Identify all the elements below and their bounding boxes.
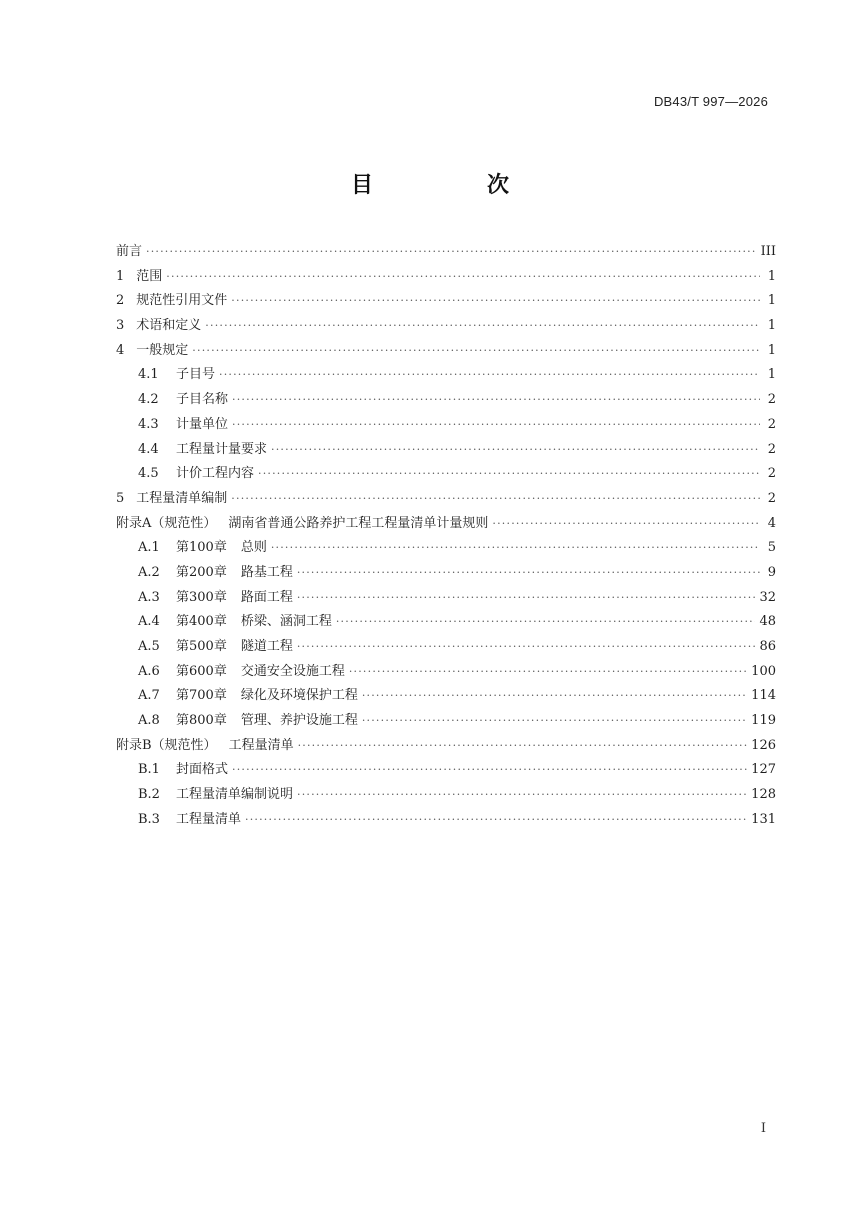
- toc-entry-label: [138, 413, 228, 432]
- toc-entry-number: 4: [116, 342, 125, 358]
- toc-entry-title: 绿化及环境保护工程: [240, 688, 358, 704]
- toc-entry[interactable]: [116, 758, 776, 783]
- toc-entry-label: [138, 363, 215, 382]
- toc-entry[interactable]: [116, 586, 776, 611]
- toc-entry-page: 86: [759, 639, 776, 654]
- toc-entry-label: [138, 684, 358, 703]
- toc-dot-leader: [349, 665, 747, 678]
- toc-entry-label: [138, 610, 332, 629]
- toc-entry[interactable]: [116, 684, 776, 709]
- toc-entry-title: 封面格式: [176, 762, 229, 778]
- toc-entry-chapter: 第100章: [176, 540, 227, 556]
- toc-dot-leader: [232, 393, 760, 406]
- toc-entry-label: [138, 586, 293, 605]
- toc-entry-label: [138, 388, 228, 407]
- toc-dot-leader: [232, 763, 747, 776]
- toc-entry-label: [116, 487, 227, 506]
- toc-dot-leader: [192, 344, 760, 357]
- toc-entry[interactable]: [116, 314, 776, 339]
- toc-dot-leader: [297, 640, 756, 653]
- toc-dot-leader: [146, 245, 757, 258]
- toc-entry[interactable]: [116, 610, 776, 635]
- table-of-contents: [116, 240, 776, 833]
- toc-entry-page: 32: [759, 589, 776, 605]
- toc-entry-title: 范围: [136, 268, 163, 284]
- toc-entry-number: 4.4: [138, 441, 159, 457]
- toc-entry-label: [138, 660, 345, 679]
- toc-entry-label: [138, 536, 267, 555]
- toc-entry-title: 路基工程: [240, 564, 293, 580]
- toc-entry-title: 湖南省普通公路养护工程工程量清单计量规则: [228, 515, 489, 531]
- toc-entry[interactable]: [116, 635, 776, 660]
- toc-entry-number: 5: [116, 490, 125, 506]
- toc-entry-title: 工程量清单编制: [136, 490, 228, 506]
- toc-entry[interactable]: [116, 709, 776, 734]
- toc-entry-chapter: 第200章: [176, 564, 227, 580]
- toc-entry-title: 总则: [240, 540, 267, 556]
- toc-dot-leader: [336, 615, 756, 628]
- toc-entry[interactable]: [116, 363, 776, 388]
- toc-entry-number: 4.1: [138, 367, 159, 383]
- toc-entry-chapter: 第500章: [176, 639, 227, 654]
- toc-entry[interactable]: [116, 512, 776, 537]
- toc-entry-label: [138, 438, 267, 457]
- toc-entry-label: [138, 783, 293, 802]
- toc-entry-page: 114: [751, 688, 776, 704]
- toc-entry-page: 48: [759, 614, 776, 630]
- toc-dot-leader: [297, 566, 760, 579]
- toc-entry-label: [138, 758, 228, 777]
- toc-dot-leader: [362, 714, 747, 727]
- toc-entry-page: 1: [767, 342, 776, 358]
- toc-entry-number: A.2: [138, 564, 160, 580]
- toc-dot-leader: [298, 739, 748, 752]
- toc-entry-label: [116, 265, 162, 284]
- toc-dot-leader: [297, 591, 756, 604]
- toc-dot-leader: [271, 443, 760, 456]
- toc-entry-number: 3: [116, 318, 125, 334]
- toc-entry-number: A.4: [138, 614, 160, 630]
- toc-entry[interactable]: [116, 339, 776, 364]
- toc-entry-page: 1: [767, 268, 776, 284]
- toc-entry-page: 5: [767, 540, 776, 556]
- toc-entry[interactable]: [116, 413, 776, 438]
- toc-dot-leader: [205, 319, 760, 332]
- toc-entry-number: 4.5: [138, 466, 159, 482]
- toc-entry-title: 计量单位: [176, 416, 229, 432]
- toc-entry[interactable]: [116, 388, 776, 413]
- toc-dot-leader: [231, 492, 760, 505]
- toc-entry-title: 桥梁、涵洞工程: [240, 614, 332, 630]
- toc-entry-number: 附录B（规范性）: [116, 737, 217, 753]
- toc-entry-title: 子目号: [176, 367, 216, 383]
- toc-entry-chapter: 第700章: [176, 688, 227, 704]
- toc-entry-title: 工程量计量要求: [176, 441, 268, 457]
- toc-entry[interactable]: [116, 438, 776, 463]
- toc-entry-page: 128: [751, 787, 776, 803]
- toc-entry-number: 4.3: [138, 416, 159, 432]
- toc-entry-label: [116, 240, 142, 259]
- toc-entry-page: 131: [751, 811, 776, 827]
- toc-entry-number: B.3: [138, 811, 160, 827]
- toc-entry[interactable]: [116, 536, 776, 561]
- toc-entry-label: [138, 635, 293, 654]
- toc-entry[interactable]: [116, 660, 776, 685]
- toc-entry-title: 隧道工程: [240, 639, 293, 654]
- toc-dot-leader: [362, 689, 747, 702]
- toc-entry-title: 规范性引用文件: [136, 293, 228, 309]
- toc-entry[interactable]: [116, 561, 776, 586]
- toc-dot-leader: [492, 517, 760, 530]
- toc-entry[interactable]: [116, 240, 776, 265]
- toc-entry-number: 4.2: [138, 392, 159, 408]
- toc-entry-page: 4: [767, 515, 776, 531]
- toc-entry[interactable]: [116, 808, 776, 833]
- toc-entry-title: 管理、养护设施工程: [240, 713, 358, 729]
- toc-entry-page: 1: [767, 318, 776, 334]
- toc-entry-page: 1: [767, 293, 776, 309]
- toc-entry-number: A.8: [138, 713, 160, 729]
- toc-entry-page: 126: [751, 737, 776, 753]
- toc-entry-page: 1: [767, 367, 776, 383]
- toc-entry-label: [138, 561, 293, 580]
- toc-entry-title: 交通安全设施工程: [240, 663, 345, 679]
- toc-entry-label: [116, 289, 227, 308]
- toc-entry[interactable]: [116, 289, 776, 314]
- toc-entry-page: 2: [767, 441, 776, 457]
- toc-dot-leader: [297, 788, 747, 801]
- toc-entry-number: A.3: [138, 589, 160, 605]
- toc-entry[interactable]: [116, 487, 776, 512]
- toc-entry[interactable]: [116, 265, 776, 290]
- toc-entry-chapter: 第300章: [176, 589, 227, 605]
- toc-entry-label: [116, 314, 201, 333]
- toc-entry-page: 100: [751, 663, 776, 679]
- toc-entry-title: 工程量清单: [176, 811, 242, 827]
- toc-dot-leader: [232, 418, 760, 431]
- toc-entry-title: 路面工程: [240, 589, 293, 605]
- toc-entry-number: 附录A（规范性）: [116, 515, 217, 531]
- toc-dot-leader: [271, 541, 760, 554]
- toc-entry-number: A.6: [138, 663, 160, 679]
- toc-entry-page: 2: [767, 490, 776, 506]
- toc-entry-label: [116, 339, 188, 358]
- toc-entry-label: [116, 734, 294, 753]
- toc-dot-leader: [245, 813, 747, 826]
- toc-entry-label: [138, 462, 254, 481]
- toc-entry-title: 工程量清单: [228, 737, 294, 753]
- toc-entry-title: 子目名称: [176, 392, 229, 408]
- toc-entry[interactable]: [116, 783, 776, 808]
- toc-entry-label: [138, 709, 358, 728]
- toc-entry-number: A.1: [138, 540, 160, 556]
- toc-entry-title: 计价工程内容: [176, 466, 255, 482]
- toc-entry-title: 术语和定义: [136, 318, 202, 334]
- document-code: DB43/T 997—2026: [653, 94, 768, 109]
- toc-entry-chapter: 第400章: [176, 614, 227, 630]
- toc-dot-leader: [258, 467, 760, 480]
- toc-entry-label: [138, 808, 241, 827]
- toc-entry-number: 2: [116, 293, 125, 309]
- toc-entry-title: 工程量清单编制说明: [176, 787, 294, 803]
- toc-entry-page: 119: [751, 713, 776, 729]
- toc-dot-leader: [219, 368, 760, 381]
- toc-entry-page: 2: [767, 416, 776, 432]
- toc-entry-number: A.5: [138, 639, 160, 654]
- toc-entry-title: 前言: [116, 244, 143, 259]
- toc-entry[interactable]: [116, 462, 776, 487]
- toc-entry-chapter: 第600章: [176, 663, 227, 679]
- toc-entry-page: 9: [767, 564, 776, 580]
- toc-entry-title: 一般规定: [136, 342, 189, 358]
- toc-entry-number: B.1: [138, 762, 160, 778]
- toc-entry-number: B.2: [138, 787, 160, 803]
- toc-dot-leader: [166, 270, 760, 283]
- toc-dot-leader: [231, 294, 760, 307]
- toc-entry-number: 1: [116, 268, 125, 284]
- toc-entry-number: A.7: [138, 688, 160, 704]
- toc-entry-chapter: 第800章: [176, 713, 227, 729]
- toc-entry-page: III: [760, 244, 776, 259]
- toc-entry-page: 127: [751, 762, 776, 778]
- toc-entry-page: 2: [767, 392, 776, 408]
- page-number: I: [760, 1121, 766, 1136]
- toc-entry-label: [116, 512, 488, 531]
- toc-entry-page: 2: [767, 466, 776, 482]
- toc-title: 目 次: [350, 173, 555, 198]
- toc-entry[interactable]: [116, 734, 776, 759]
